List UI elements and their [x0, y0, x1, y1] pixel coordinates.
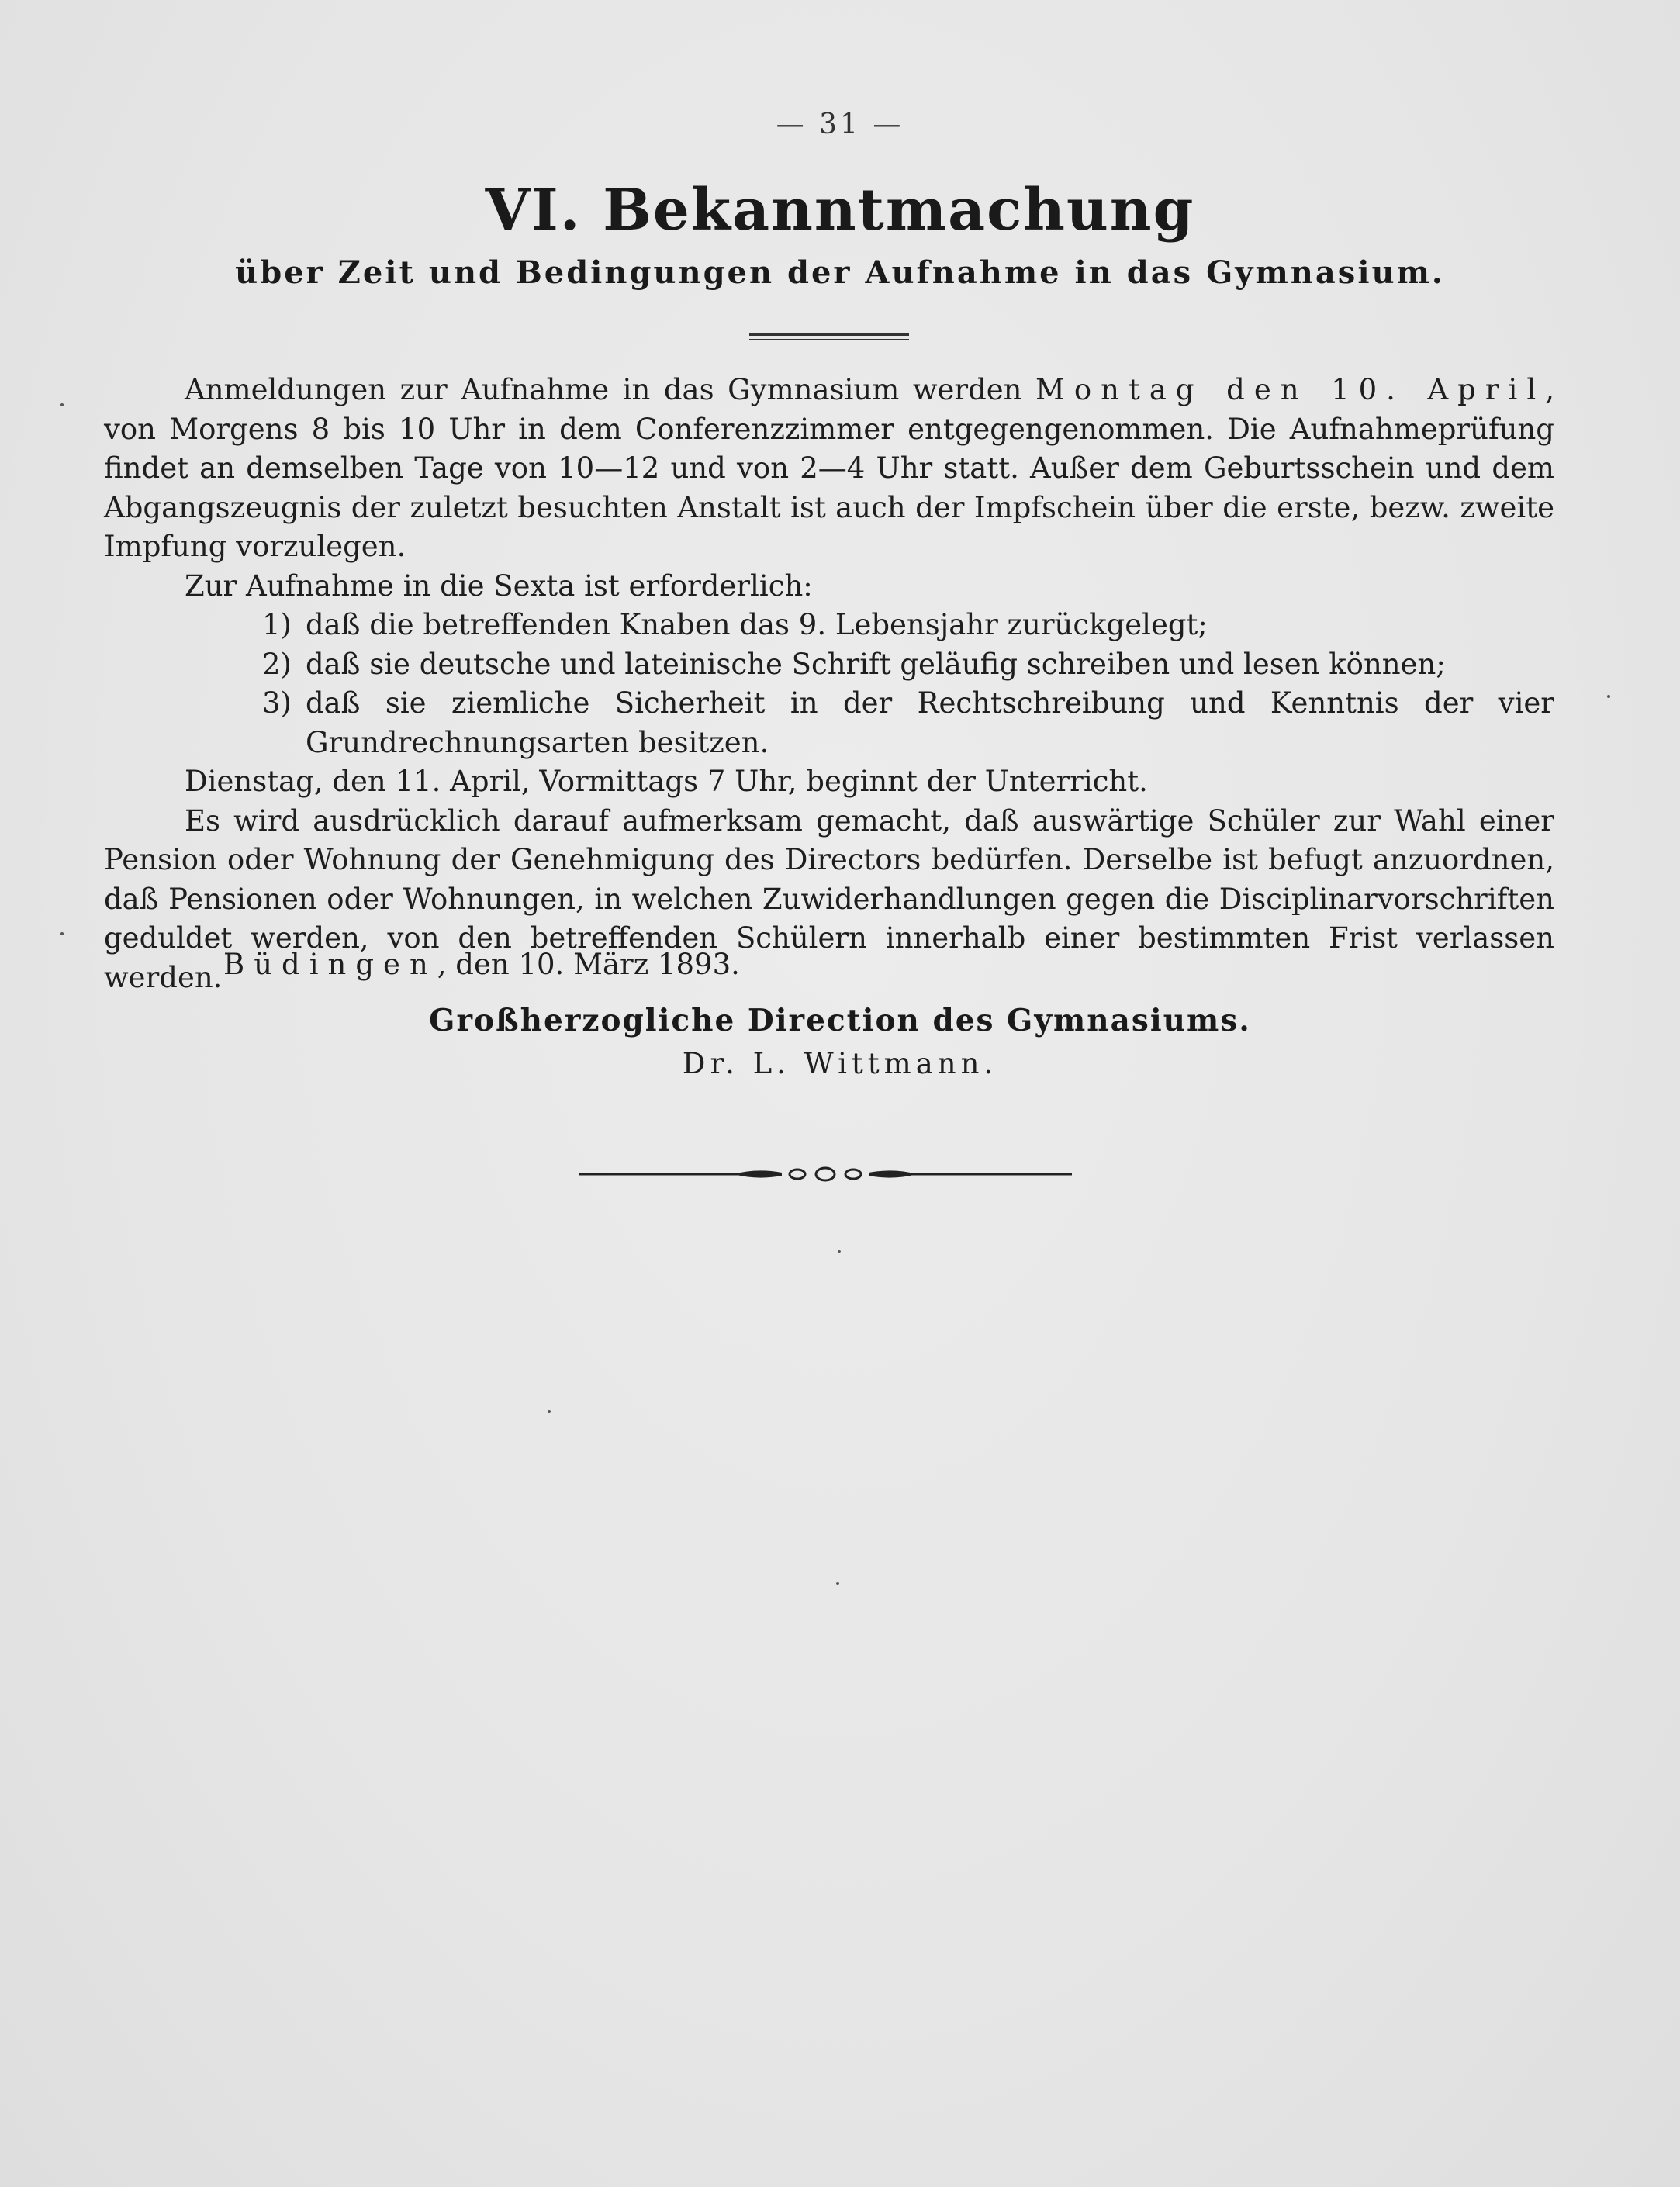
list-item-number: 3)	[262, 686, 292, 720]
page-title: VI. Bekanntmachung	[485, 177, 1195, 244]
print-speck	[60, 932, 64, 935]
list-item-number: 1)	[262, 608, 292, 641]
place-date-line	[223, 948, 740, 981]
paragraph-classes-start: Dienstag, den 11. April, Vormittags 7 Uhr, beginnt der Unterricht.	[185, 765, 1148, 798]
page-number: — 31 —	[776, 109, 904, 140]
signature-name: Dr. L. Wittmann.	[682, 1047, 998, 1080]
list-item	[104, 606, 1554, 645]
announcement-body	[104, 371, 1554, 997]
page-subtitle: über Zeit und Bedingungen der Aufnahme in das Gymnasium.	[235, 254, 1445, 291]
registration-date: Montag den 10. April	[1035, 373, 1546, 406]
title-divider	[749, 333, 909, 340]
print-speck	[548, 1410, 551, 1413]
list-item	[104, 684, 1554, 762]
list-item-text: daß sie ziemliche Sicherheit in der Rechtschreibung und Kenntnis der vier Grundrechnungsarten besitzen.	[306, 686, 1554, 759]
list-item-text: daß die betreffenden Knaben das 9. Lebensjahr zurückgelegt;	[306, 608, 1208, 641]
print-speck	[60, 403, 64, 406]
requirements-list	[104, 606, 1554, 762]
signature-organization: Großherzogliche Direction des Gymnasiums.	[429, 1003, 1251, 1038]
place-date: , den 10. März 1893.	[437, 948, 740, 981]
paragraph-registration-intro: Anmeldungen zur Aufnahme in das Gymnasium werden	[185, 373, 1036, 406]
ornament-divider	[579, 1160, 1072, 1188]
list-item-text: daß sie deutsche und lateinische Schrift geläufig schreiben und lesen können;	[306, 647, 1446, 681]
list-item	[104, 645, 1554, 685]
paragraph-requirements-intro: Zur Aufnahme in die Sexta ist erforderlich:	[185, 568, 813, 603]
list-item-number: 2)	[262, 647, 292, 681]
paragraph-registration-rest: , von Morgens 8 bis 10 Uhr in dem Conferenzzimmer entgegengenommen. Die Aufnahmeprüfung findet an demselben Tage von 10—12 und von 2—4 Uhr statt. Außer dem Geburtsschein und dem Abgangszeugnis der zuletzt besuchten Anstalt ist auch der Impfschein über die erste, bezw. zweite Impfung vorzulegen.	[104, 373, 1554, 563]
place-town: Büdingen	[223, 948, 437, 981]
print-speck	[836, 1582, 839, 1585]
paragraph-registration	[104, 371, 1554, 567]
print-speck	[1607, 695, 1610, 698]
print-speck	[838, 1250, 841, 1253]
paragraph-boarding-rules: Es wird ausdrücklich darauf aufmerksam gemacht, daß auswärtige Schüler zur Wahl einer Pension oder Wohnung der Genehmigung des Directors bedürfen. Derselbe ist befugt anzuordnen, daß Pensionen oder Wohnungen, in welchen Zuwiderhandlungen gegen die Disciplinarvorschriften geduldet werden, von den betreffenden Schülern innerhalb einer bestimmten Frist verlassen werden.	[104, 803, 1554, 994]
